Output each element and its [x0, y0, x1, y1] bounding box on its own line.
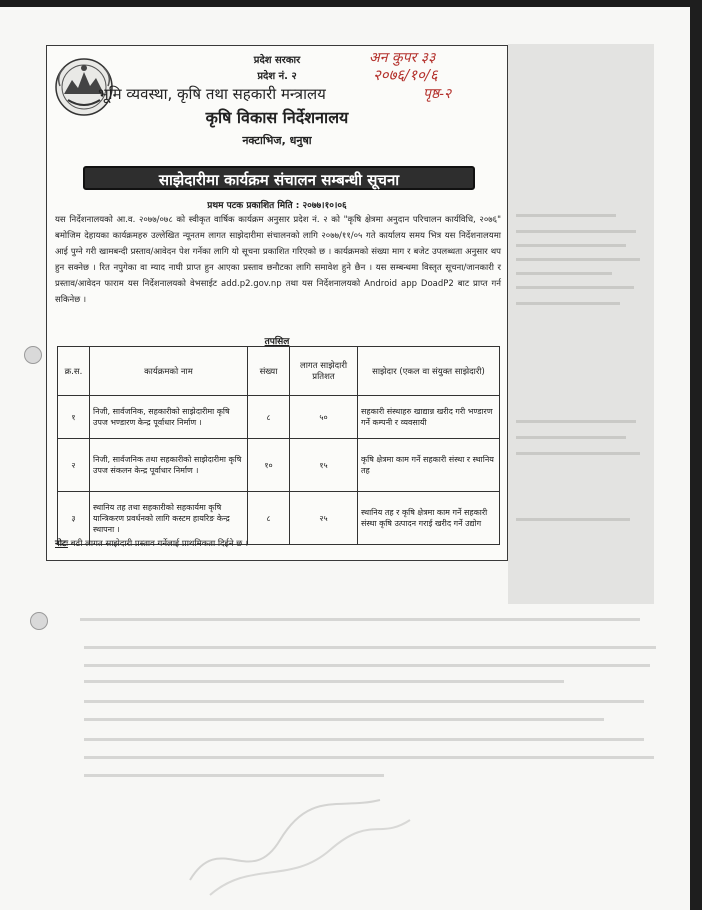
note-label: नोटः — [55, 539, 68, 549]
cell-serial: २ — [58, 439, 90, 492]
first-published-date: प्रथम पटक प्रकाशित मिति : २०७७।१०।०६ — [207, 201, 347, 211]
cell-quantity: १० — [248, 439, 290, 492]
bleed-line — [84, 680, 564, 683]
cell-partner: स्थानिय तह र कृषि क्षेत्रमा काम गर्ने सहकारी संस्था कृषि उत्पादन गराई खरीद गर्ने उद्योग — [358, 492, 500, 545]
government-label: प्रदेश सरकार — [253, 55, 301, 66]
cell-cost-share: १५ — [290, 439, 358, 492]
punch-hole-bottom — [30, 612, 48, 630]
ministry-name: भूमि व्यवस्था, कृषि तथा सहकारी मन्त्रालय — [98, 85, 326, 103]
table-note — [55, 538, 248, 549]
table-row — [58, 396, 500, 439]
cell-quantity: ८ — [248, 492, 290, 545]
cell-quantity: ८ — [248, 396, 290, 439]
notice-body-paragraph: यस निर्देशनालयको आ.व. २०७७/०७८ को स्वीकृत वार्षिक कार्यक्रम अनुसार प्रदेश नं. २ को "कृषि क्षेत्रमा अनुदान परिचालन कार्यविधि, २०७६" बमोजिम देहायका कार्यक्रमहरु उल्लेखित न्यूनतम लागत साझेदारीमा संचालनको लागि २०७७/११/०५ गते कार्यालय समय भित्र यस निर्देशनालयमा आई पुग्ने गरी खामबन्दी प्रस्ताव/आवेदन पेश गर्नेका लागि यो सूचना प्रकाशित गरिएको छ । कार्यक्रमको संख्या माग र बजेट उपलब्धता अनुसार थप हुन सक्नेछ । रित नपुगेका वा म्याद नाघी प्राप्त हुन आएका प्रस्ताव छनौटका लागि समावेश हुने छैन । यस सम्बन्धमा विस्तृत सूचना/जानकारी र प्रस्ताव/आवेदन फाराम यस निर्देशनालयको वेभसाईट add.p2.gov.np तथा यस निर्देशनालयको Android app DoadP2 बाट प्राप्त गर्न सकिनेछ । — [55, 215, 501, 305]
handwritten-note-line-2: २०७६/१०/६ — [373, 66, 438, 84]
bleed-line — [84, 718, 604, 721]
header-partner: साझेदार (एकल वा संयुक्त साझेदारी) — [358, 347, 500, 396]
bleed-through-column — [508, 44, 654, 604]
notice-title-banner: साझेदारीमा कार्यक्रम संचालन सम्बन्धी सूचना — [83, 166, 475, 190]
table-caption-text: तपसिल — [264, 337, 290, 347]
table-row — [58, 439, 500, 492]
cell-program-name: निजी, सार्वजनिक तथा सहकारीको साझेदारीमा कृषि उपज संकलन केन्द्र पूर्वाधार निर्माण । — [90, 439, 248, 492]
handwritten-note-line-1: अन कुपर ३३ — [369, 50, 436, 66]
header-quantity: संख्या — [248, 347, 290, 396]
cell-serial: ३ — [58, 492, 90, 545]
cell-program-name: स्थानिय तह तथा सहकारीको सहकार्यमा कृषि यान्त्रिकरण प्रवर्धनको लागि कस्टम हायरिङ केन्द्र स्थापना । — [90, 492, 248, 545]
cell-partner: कृषि क्षेत्रमा काम गर्ने सहकारी संस्था र स्थानिय तह — [358, 439, 500, 492]
cell-cost-share: २५ — [290, 492, 358, 545]
header-serial: क्र.स. — [58, 347, 90, 396]
header-cost-share: लागत साझेदारी प्रतिशत — [290, 347, 358, 396]
program-table — [57, 346, 500, 545]
bleed-line — [84, 756, 654, 759]
scan-top-edge — [0, 0, 702, 7]
bleed-line — [84, 646, 656, 649]
bleed-scribble — [180, 770, 420, 900]
bleed-line — [84, 664, 650, 667]
table-row — [58, 492, 500, 545]
handwritten-note-line-3: पृष्ठ-२ — [423, 86, 452, 102]
cell-partner: सहकारी संस्थाहरु खाद्यान्न खरीद गरी भण्डारण गर्ने कम्पनी र व्यवसायी — [358, 396, 500, 439]
bleed-line — [84, 738, 644, 741]
cell-program-name: निजी, सार्वजनिक, सहकारीको साझेदारीमा कृषि उपज भण्डारण केन्द्र पूर्वाधार निर्माण । — [90, 396, 248, 439]
cell-serial: १ — [58, 396, 90, 439]
province-label: प्रदेश नं. २ — [257, 71, 297, 82]
cell-cost-share: ५० — [290, 396, 358, 439]
office-address: नक्टाभिज, धनुषा — [242, 134, 312, 147]
punch-hole-top — [24, 346, 42, 364]
header-program-name: कार्यक्रमको नाम — [90, 347, 248, 396]
table-header-row — [58, 347, 500, 396]
notice-card — [46, 45, 508, 561]
directorate-name: कृषि विकास निर्देशनालय — [205, 108, 349, 127]
note-text: बढी लागत साझेदारी प्रस्ताव गर्नेलाई प्राथमिकता दिईने छ । — [70, 539, 249, 549]
bleed-line — [80, 618, 640, 621]
scan-right-edge — [690, 0, 702, 910]
bleed-line — [84, 700, 644, 703]
